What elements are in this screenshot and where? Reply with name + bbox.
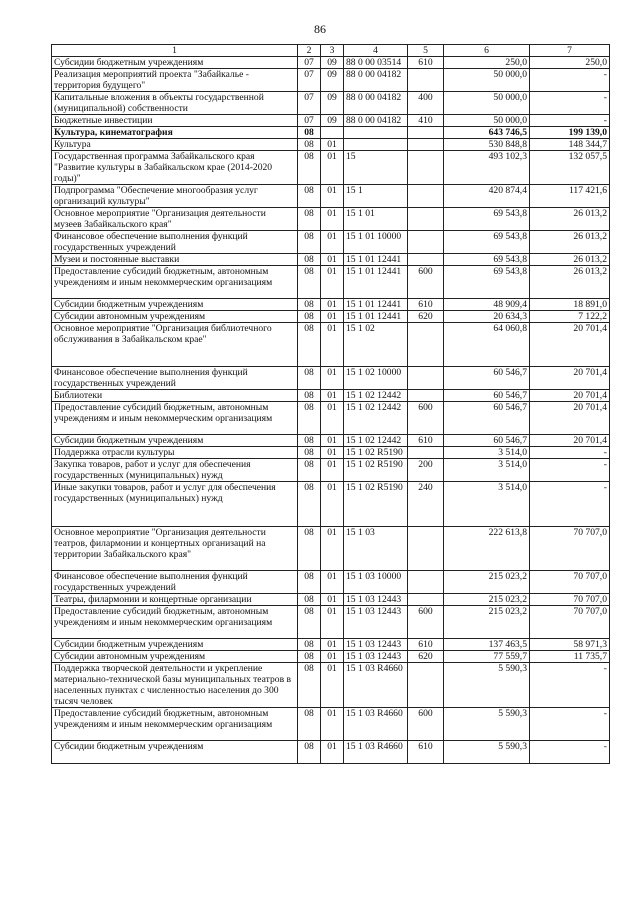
row-name-cell: Основное мероприятие "Организация деятельности театров, филармонии и концертных организаций на территории Забайкальского края" — [52, 527, 298, 571]
table-row — [52, 57, 610, 69]
subsection-code-cell: 01 — [321, 266, 344, 299]
amount-1-cell: 64 060,8 — [444, 323, 530, 367]
amount-1-cell: 5 590,3 — [444, 663, 530, 708]
row-name-cell: Предоставление субсидий бюджетным, автономным учреждениям и иным некоммерческим организациям — [52, 708, 298, 741]
section-code-cell: 08 — [298, 311, 321, 323]
expense-type-cell — [408, 527, 444, 571]
section-code-cell: 08 — [298, 606, 321, 639]
expense-type-cell — [408, 69, 444, 92]
table-row — [52, 254, 610, 266]
amount-2-cell: - — [530, 115, 610, 127]
amount-1-cell: 250,0 — [444, 57, 530, 69]
table-row — [52, 435, 610, 447]
expense-type-cell — [408, 185, 444, 208]
amount-1-cell: 493 102,3 — [444, 151, 530, 185]
column-header: 6 — [444, 45, 530, 57]
target-code-cell: 15 1 01 12441 — [344, 311, 408, 323]
table-row — [52, 127, 610, 139]
row-name-cell: Субсидии автономным учреждениям — [52, 311, 298, 323]
section-code-cell: 07 — [298, 57, 321, 69]
subsection-code-cell: 01 — [321, 151, 344, 185]
table-row — [52, 231, 610, 254]
column-header: 3 — [321, 45, 344, 57]
row-name-cell: Бюджетные инвестиции — [52, 115, 298, 127]
subsection-code-cell: 01 — [321, 402, 344, 435]
amount-2-cell: - — [530, 741, 610, 764]
row-name-cell: Субсидии бюджетным учреждениям — [52, 57, 298, 69]
row-name-cell: Культура, кинематография — [52, 127, 298, 139]
amount-1-cell: 50 000,0 — [444, 69, 530, 92]
target-code-cell: 15 1 01 — [344, 208, 408, 231]
subsection-code-cell: 01 — [321, 208, 344, 231]
section-code-cell: 08 — [298, 127, 321, 139]
subsection-code-cell: 01 — [321, 594, 344, 606]
target-code-cell: 15 1 02 R5190 — [344, 459, 408, 482]
target-code-cell: 15 1 — [344, 185, 408, 208]
budget-table — [51, 44, 610, 764]
row-name-cell: Реализация мероприятий проекта "Забайкалье - территория будущего" — [52, 69, 298, 92]
target-code-cell: 88 0 00 03514 — [344, 57, 408, 69]
expense-type-cell — [408, 323, 444, 367]
table-row — [52, 527, 610, 571]
target-code-cell: 15 1 02 12442 — [344, 435, 408, 447]
table-row — [52, 639, 610, 651]
section-code-cell: 08 — [298, 323, 321, 367]
row-name-cell: Субсидии автономным учреждениям — [52, 651, 298, 663]
table-row — [52, 741, 610, 764]
subsection-code-cell: 01 — [321, 435, 344, 447]
amount-2-cell: - — [530, 708, 610, 741]
section-code-cell: 08 — [298, 482, 321, 527]
amount-2-cell: 132 057,5 — [530, 151, 610, 185]
row-name-cell: Субсидии бюджетным учреждениям — [52, 741, 298, 764]
amount-2-cell: 26 013,2 — [530, 266, 610, 299]
section-code-cell: 08 — [298, 139, 321, 151]
target-code-cell: 15 1 02 R5190 — [344, 482, 408, 527]
table-row — [52, 367, 610, 390]
target-code-cell: 15 1 03 12443 — [344, 594, 408, 606]
row-name-cell: Театры, филармонии и концертные организации — [52, 594, 298, 606]
section-code-cell: 08 — [298, 708, 321, 741]
target-code-cell: 15 1 03 12443 — [344, 606, 408, 639]
subsection-code-cell: 09 — [321, 69, 344, 92]
table-row — [52, 663, 610, 708]
amount-1-cell: 50 000,0 — [444, 92, 530, 115]
expense-type-cell — [408, 151, 444, 185]
column-header: 5 — [408, 45, 444, 57]
amount-1-cell: 69 543,8 — [444, 208, 530, 231]
target-code-cell: 15 1 03 R4660 — [344, 741, 408, 764]
target-code-cell: 15 1 02 — [344, 323, 408, 367]
target-code-cell: 15 1 03 R4660 — [344, 708, 408, 741]
amount-2-cell: 26 013,2 — [530, 208, 610, 231]
expense-type-cell — [408, 127, 444, 139]
table-body — [52, 57, 610, 764]
amount-1-cell: 50 000,0 — [444, 115, 530, 127]
target-code-cell: 88 0 00 04182 — [344, 115, 408, 127]
expense-type-cell: 620 — [408, 651, 444, 663]
amount-2-cell: 148 344,7 — [530, 139, 610, 151]
target-code-cell: 15 1 01 12441 — [344, 266, 408, 299]
row-name-cell: Музеи и постоянные выставки — [52, 254, 298, 266]
section-code-cell: 07 — [298, 92, 321, 115]
row-name-cell: Субсидии бюджетным учреждениям — [52, 639, 298, 651]
section-code-cell: 08 — [298, 367, 321, 390]
section-code-cell: 08 — [298, 390, 321, 402]
section-code-cell: 08 — [298, 254, 321, 266]
amount-1-cell: 215 023,2 — [444, 571, 530, 594]
amount-2-cell: 70 707,0 — [530, 527, 610, 571]
section-code-cell: 08 — [298, 151, 321, 185]
amount-1-cell: 60 546,7 — [444, 367, 530, 390]
expense-type-cell: 610 — [408, 741, 444, 764]
target-code-cell: 15 — [344, 151, 408, 185]
expense-type-cell: 610 — [408, 435, 444, 447]
subsection-code-cell — [321, 127, 344, 139]
amount-2-cell: 20 701,4 — [530, 367, 610, 390]
row-name-cell: Субсидии бюджетным учреждениям — [52, 435, 298, 447]
amount-1-cell: 20 634,3 — [444, 311, 530, 323]
expense-type-cell — [408, 663, 444, 708]
amount-2-cell: - — [530, 663, 610, 708]
table-row — [52, 606, 610, 639]
column-header: 4 — [344, 45, 408, 57]
amount-1-cell: 60 546,7 — [444, 435, 530, 447]
section-code-cell: 08 — [298, 185, 321, 208]
row-name-cell: Основное мероприятие "Организация деятельности музеев Забайкальского края" — [52, 208, 298, 231]
expense-type-cell: 610 — [408, 639, 444, 651]
section-code-cell: 07 — [298, 69, 321, 92]
table-row — [52, 402, 610, 435]
subsection-code-cell: 01 — [321, 741, 344, 764]
section-code-cell: 08 — [298, 402, 321, 435]
expense-type-cell — [408, 571, 444, 594]
section-code-cell: 08 — [298, 435, 321, 447]
section-code-cell: 08 — [298, 594, 321, 606]
expense-type-cell — [408, 254, 444, 266]
subsection-code-cell: 01 — [321, 639, 344, 651]
amount-2-cell: 20 701,4 — [530, 402, 610, 435]
table-row — [52, 139, 610, 151]
table-row — [52, 311, 610, 323]
amount-1-cell: 215 023,2 — [444, 606, 530, 639]
table-row — [52, 185, 610, 208]
amount-2-cell: 58 971,3 — [530, 639, 610, 651]
amount-2-cell: 20 701,4 — [530, 435, 610, 447]
expense-type-cell — [408, 594, 444, 606]
expense-type-cell — [408, 367, 444, 390]
table-row — [52, 92, 610, 115]
target-code-cell: 88 0 00 04182 — [344, 69, 408, 92]
amount-1-cell: 69 543,8 — [444, 266, 530, 299]
row-name-cell: Библиотеки — [52, 390, 298, 402]
subsection-code-cell: 01 — [321, 139, 344, 151]
expense-type-cell — [408, 139, 444, 151]
amount-1-cell: 69 543,8 — [444, 254, 530, 266]
amount-2-cell: - — [530, 459, 610, 482]
amount-2-cell: 70 707,0 — [530, 571, 610, 594]
amount-2-cell: 250,0 — [530, 57, 610, 69]
subsection-code-cell: 01 — [321, 323, 344, 367]
expense-type-cell — [408, 447, 444, 459]
target-code-cell: 15 1 03 — [344, 527, 408, 571]
row-name-cell: Субсидии бюджетным учреждениям — [52, 299, 298, 311]
expense-type-cell: 610 — [408, 299, 444, 311]
amount-2-cell: 26 013,2 — [530, 254, 610, 266]
row-name-cell: Предоставление субсидий бюджетным, автономным учреждениям и иным некоммерческим организациям — [52, 606, 298, 639]
table-row — [52, 323, 610, 367]
table-header-row — [52, 45, 610, 57]
section-code-cell: 07 — [298, 115, 321, 127]
amount-1-cell: 643 746,5 — [444, 127, 530, 139]
expense-type-cell: 600 — [408, 266, 444, 299]
expense-type-cell — [408, 231, 444, 254]
column-header: 2 — [298, 45, 321, 57]
row-name-cell: Предоставление субсидий бюджетным, автономным учреждениям и иным некоммерческим организациям — [52, 402, 298, 435]
section-code-cell: 08 — [298, 651, 321, 663]
subsection-code-cell: 01 — [321, 527, 344, 571]
target-code-cell — [344, 139, 408, 151]
amount-2-cell: 7 122,2 — [530, 311, 610, 323]
section-code-cell: 08 — [298, 741, 321, 764]
table-row — [52, 208, 610, 231]
amount-2-cell: 199 139,0 — [530, 127, 610, 139]
amount-1-cell: 420 874,4 — [444, 185, 530, 208]
target-code-cell: 15 1 02 R5190 — [344, 447, 408, 459]
section-code-cell: 08 — [298, 527, 321, 571]
row-name-cell: Финансовое обеспечение выполнения функций государственных учреждений — [52, 231, 298, 254]
section-code-cell: 08 — [298, 663, 321, 708]
page-number: 86 — [314, 22, 326, 36]
expense-type-cell: 200 — [408, 459, 444, 482]
target-code-cell: 15 1 02 12442 — [344, 402, 408, 435]
expense-type-cell — [408, 390, 444, 402]
row-name-cell: Поддержка отрасли культуры — [52, 447, 298, 459]
expense-type-cell: 400 — [408, 92, 444, 115]
target-code-cell: 15 1 02 10000 — [344, 367, 408, 390]
target-code-cell: 15 1 03 12443 — [344, 639, 408, 651]
table-row — [52, 459, 610, 482]
amount-1-cell: 3 514,0 — [444, 447, 530, 459]
subsection-code-cell: 01 — [321, 651, 344, 663]
section-code-cell: 08 — [298, 299, 321, 311]
amount-1-cell: 5 590,3 — [444, 741, 530, 764]
table-row — [52, 571, 610, 594]
table-row — [52, 151, 610, 185]
section-code-cell: 08 — [298, 266, 321, 299]
target-code-cell: 15 1 01 10000 — [344, 231, 408, 254]
subsection-code-cell: 09 — [321, 115, 344, 127]
target-code-cell: 88 0 00 04182 — [344, 92, 408, 115]
amount-2-cell: - — [530, 69, 610, 92]
section-code-cell: 08 — [298, 447, 321, 459]
subsection-code-cell: 01 — [321, 390, 344, 402]
table-row — [52, 266, 610, 299]
amount-2-cell: 70 707,0 — [530, 606, 610, 639]
target-code-cell — [344, 127, 408, 139]
subsection-code-cell: 01 — [321, 311, 344, 323]
amount-2-cell: 20 701,4 — [530, 323, 610, 367]
row-name-cell: Подпрограмма "Обеспечение многообразия услуг организаций культуры" — [52, 185, 298, 208]
subsection-code-cell: 01 — [321, 447, 344, 459]
amount-1-cell: 5 590,3 — [444, 708, 530, 741]
section-code-cell: 08 — [298, 571, 321, 594]
table-row — [52, 115, 610, 127]
target-code-cell: 15 1 03 R4660 — [344, 663, 408, 708]
subsection-code-cell: 01 — [321, 254, 344, 266]
row-name-cell: Культура — [52, 139, 298, 151]
expense-type-cell: 600 — [408, 708, 444, 741]
row-name-cell: Финансовое обеспечение выполнения функций государственных учреждений — [52, 571, 298, 594]
subsection-code-cell: 09 — [321, 57, 344, 69]
section-code-cell: 08 — [298, 208, 321, 231]
table-row — [52, 447, 610, 459]
expense-type-cell: 610 — [408, 57, 444, 69]
subsection-code-cell: 01 — [321, 708, 344, 741]
amount-2-cell: 18 891,0 — [530, 299, 610, 311]
row-name-cell: Государственная программа Забайкальского края "Развитие культуры в Забайкальском крае (2014-2020 годы)" — [52, 151, 298, 185]
expense-type-cell: 620 — [408, 311, 444, 323]
row-name-cell: Основное мероприятие "Организация библиотечного обслуживания в Забайкальском крае" — [52, 323, 298, 367]
section-code-cell: 08 — [298, 459, 321, 482]
table-row — [52, 651, 610, 663]
amount-2-cell: - — [530, 482, 610, 527]
subsection-code-cell: 01 — [321, 606, 344, 639]
amount-2-cell: 11 735,7 — [530, 651, 610, 663]
subsection-code-cell: 09 — [321, 92, 344, 115]
subsection-code-cell: 01 — [321, 185, 344, 208]
expense-type-cell: 240 — [408, 482, 444, 527]
expense-type-cell: 600 — [408, 606, 444, 639]
amount-1-cell: 3 514,0 — [444, 459, 530, 482]
amount-1-cell: 137 463,5 — [444, 639, 530, 651]
amount-1-cell: 530 848,8 — [444, 139, 530, 151]
target-code-cell: 15 1 01 12441 — [344, 254, 408, 266]
row-name-cell: Иные закупки товаров, работ и услуг для обеспечения государственных (муниципальных) нужд — [52, 482, 298, 527]
amount-1-cell: 3 514,0 — [444, 482, 530, 527]
amount-2-cell: 20 701,4 — [530, 390, 610, 402]
table-row — [52, 299, 610, 311]
amount-1-cell: 222 613,8 — [444, 527, 530, 571]
subsection-code-cell: 01 — [321, 663, 344, 708]
amount-2-cell: 26 013,2 — [530, 231, 610, 254]
subsection-code-cell: 01 — [321, 231, 344, 254]
subsection-code-cell: 01 — [321, 459, 344, 482]
amount-1-cell: 60 546,7 — [444, 390, 530, 402]
amount-1-cell: 48 909,4 — [444, 299, 530, 311]
amount-1-cell: 69 543,8 — [444, 231, 530, 254]
row-name-cell: Финансовое обеспечение выполнения функций государственных учреждений — [52, 367, 298, 390]
target-code-cell: 15 1 03 10000 — [344, 571, 408, 594]
row-name-cell: Предоставление субсидий бюджетным, автономным учреждениям и иным некоммерческим организациям — [52, 266, 298, 299]
table-row — [52, 482, 610, 527]
section-code-cell: 08 — [298, 231, 321, 254]
table-row — [52, 390, 610, 402]
subsection-code-cell: 01 — [321, 571, 344, 594]
expense-type-cell: 410 — [408, 115, 444, 127]
table-row — [52, 708, 610, 741]
table-row — [52, 69, 610, 92]
amount-1-cell: 60 546,7 — [444, 402, 530, 435]
amount-1-cell: 215 023,2 — [444, 594, 530, 606]
row-name-cell: Закупка товаров, работ и услуг для обеспечения государственных (муниципальных) нужд — [52, 459, 298, 482]
amount-2-cell: - — [530, 92, 610, 115]
subsection-code-cell: 01 — [321, 367, 344, 390]
expense-type-cell — [408, 208, 444, 231]
target-code-cell: 15 1 03 12443 — [344, 651, 408, 663]
expense-type-cell: 600 — [408, 402, 444, 435]
subsection-code-cell: 01 — [321, 299, 344, 311]
column-header: 7 — [530, 45, 610, 57]
target-code-cell: 15 1 01 12441 — [344, 299, 408, 311]
column-header: 1 — [52, 45, 298, 57]
amount-1-cell: 77 559,7 — [444, 651, 530, 663]
row-name-cell: Поддержка творческой деятельности и укрепление материально-технической базы муниципальных театров в населенных пунктах с численностью населения до 300 тысяч человек — [52, 663, 298, 708]
target-code-cell: 15 1 02 12442 — [344, 390, 408, 402]
amount-2-cell: - — [530, 447, 610, 459]
table-row — [52, 594, 610, 606]
subsection-code-cell: 01 — [321, 482, 344, 527]
amount-2-cell: 70 707,0 — [530, 594, 610, 606]
amount-2-cell: 117 421,6 — [530, 185, 610, 208]
section-code-cell: 08 — [298, 639, 321, 651]
row-name-cell: Капитальные вложения в объекты государственной (муниципальной) собственности — [52, 92, 298, 115]
